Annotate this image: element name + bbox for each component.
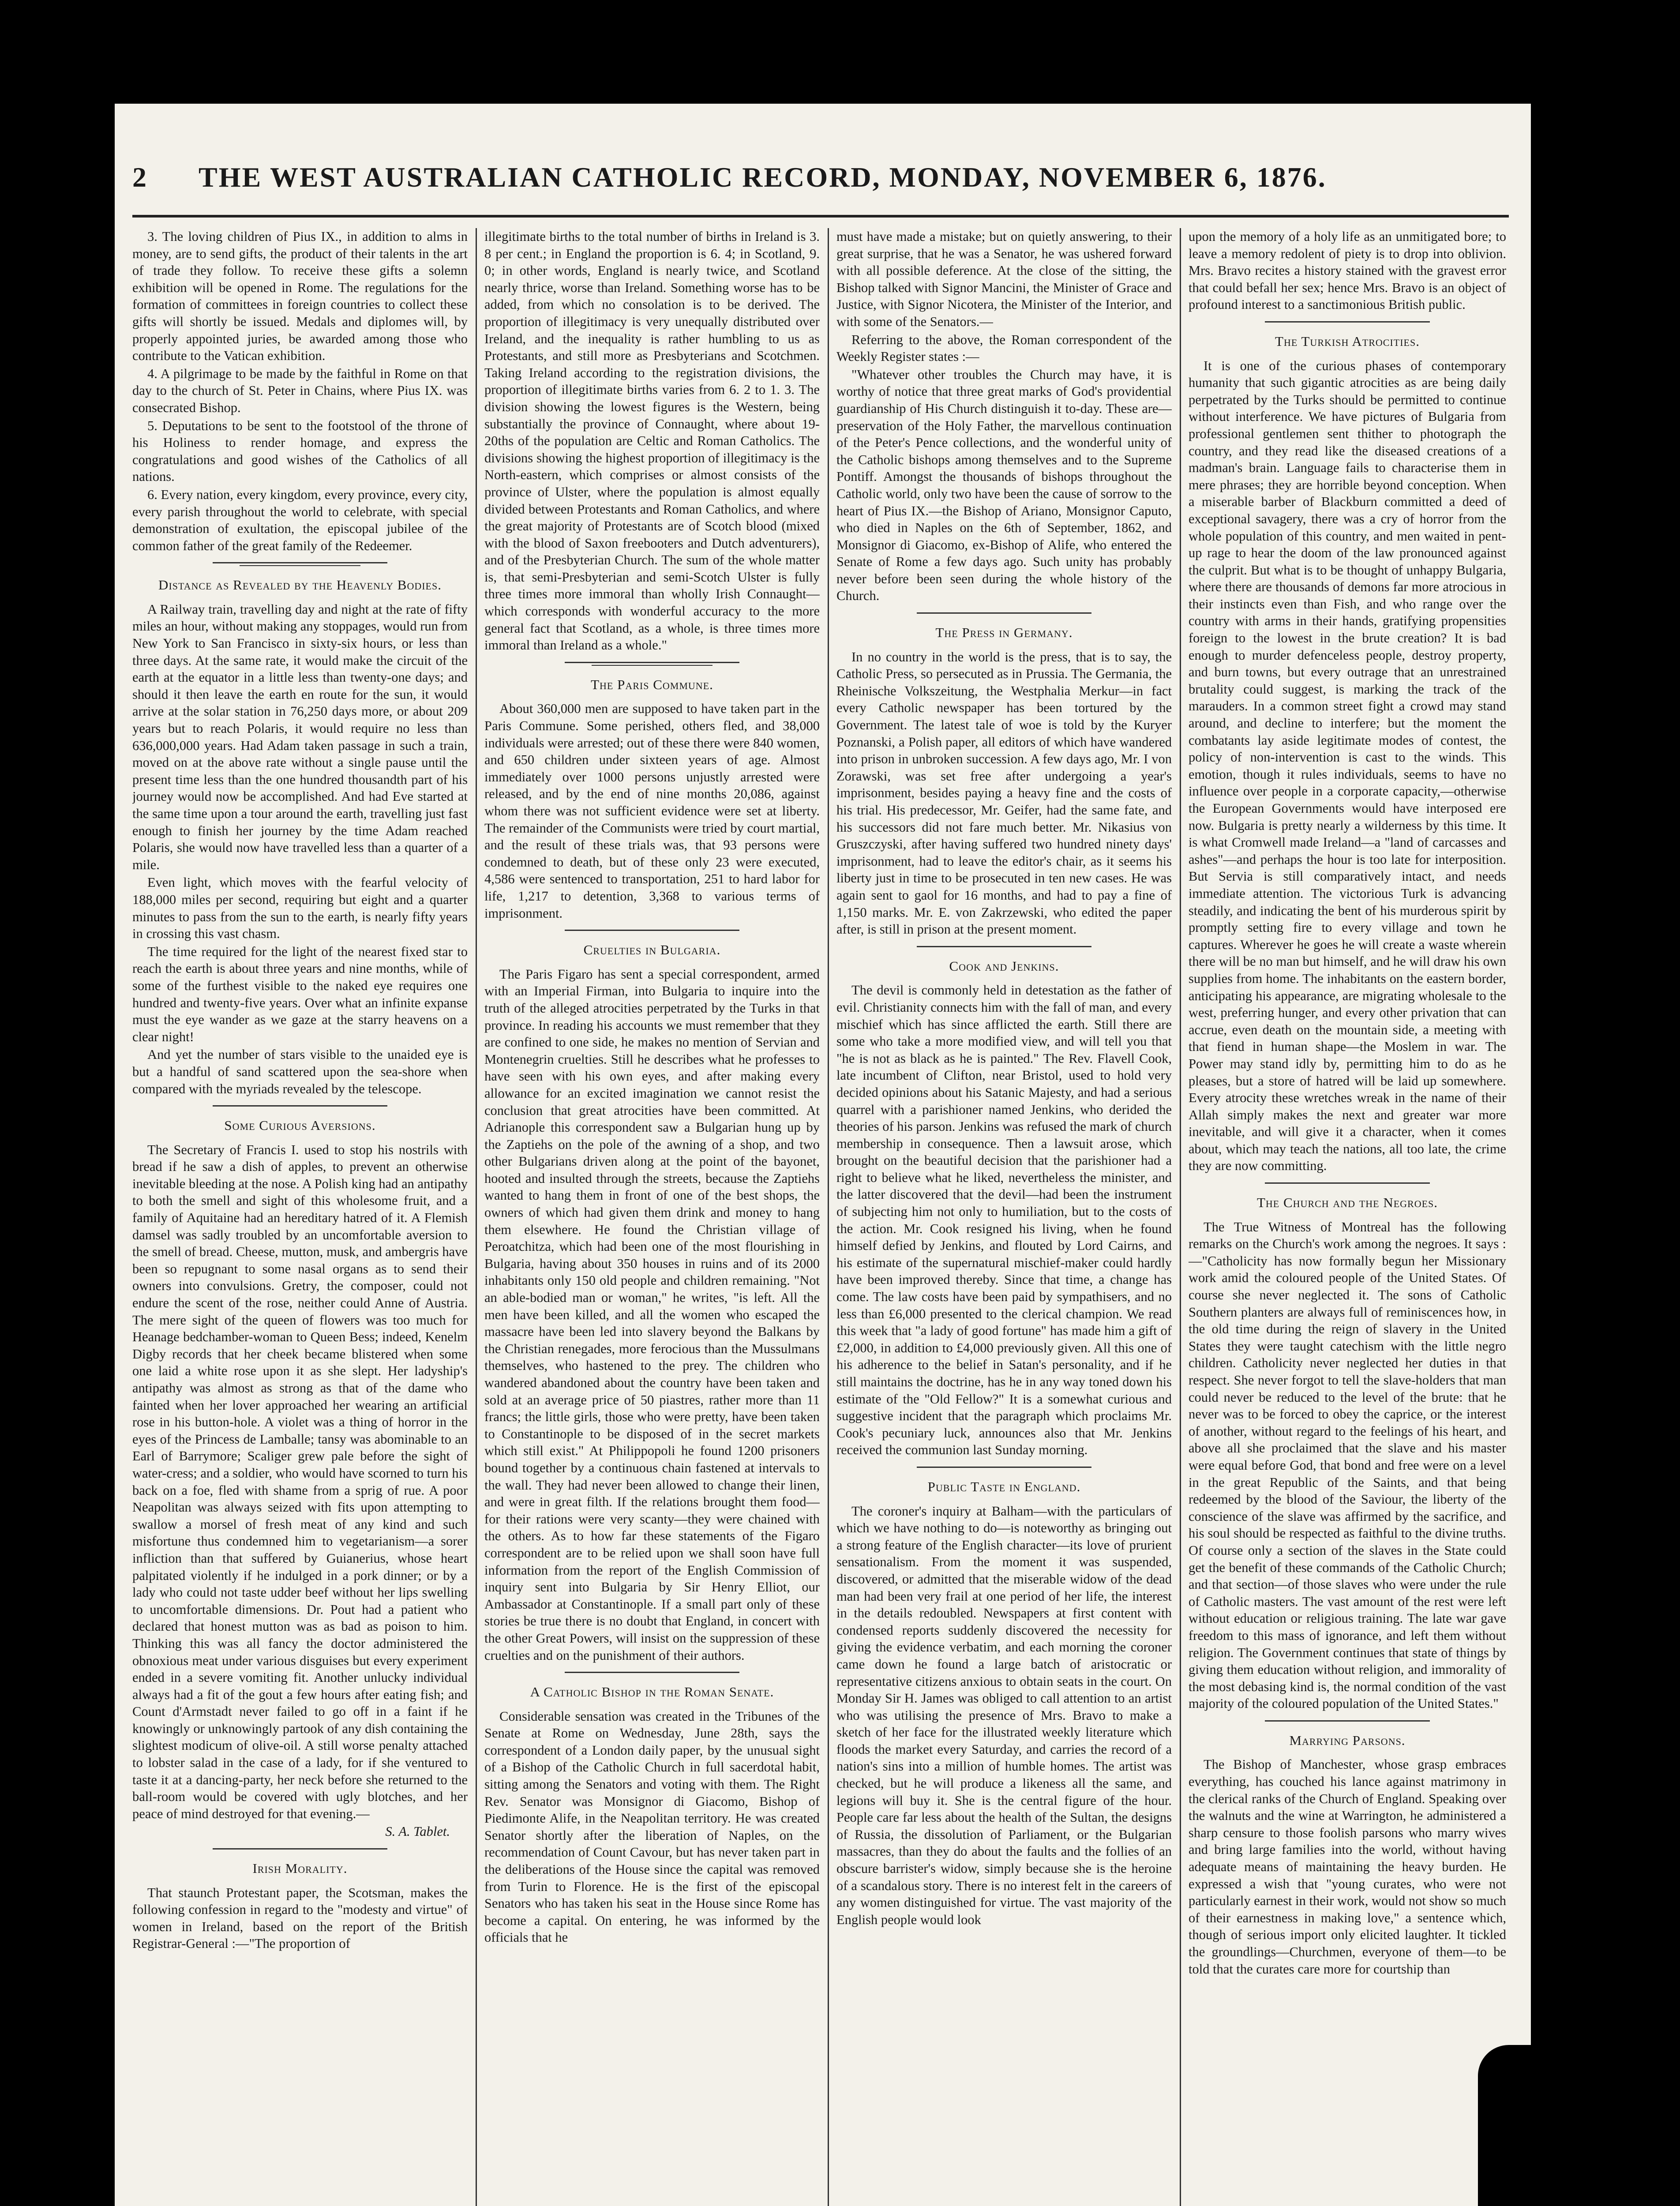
masthead-rule [132, 215, 1509, 218]
article-heading: Cruelties in Bulgaria. [583, 942, 721, 958]
column-3 [836, 228, 1172, 2206]
article-paragraph: The devil is commonly held in detestation as the father of evil. Christianity connects him with the fall of man, and every mischief which has since afflicted the earth. Still there are some who take a more modified view, and will tell you that "he is not as black as he is painted." The Rev. Flavell Cook, late incumbent of Clifton, near Bristol, used to hold very decided opinions about his Satanic Majesty, and had a serious quarrel with a parishioner named Jenkins, who derided the theories of his parson. Jenkins was refused the mark of church membership in consequence. Then a lawsuit arose, which brought on the beautiful decision that the parishioner had a right to believe what he liked, nevertheless the minister, and the latter discovered that the devil—had been the instrument of subjecting him not only to humiliation, but to the costs of the action. Mr. Cook resigned his living, when he found himself defied by Jenkins, and flouted by Lord Cairns, and his estimate of the supernatural mischief-maker could hardly have been improved thereby. Since that time, a change has come. The law costs have been paid by sympathisers, and no less than £6,000 presented to the clerical champion. We read this week that "a lady of good fortune" has made him a gift of £2,000, in addition to £4,000 previously given. All this one of his adherence to the belief in Satan's personality, and if he still maintains the doctrine, has he in any way toned down his estimate of the "Old Fellow?" It is a somewhat curious and suggestive incident that the paragraph which proclaims Mr. Cook's pecuniary luck, announces also that Mr. Jenkins received the communion last Sunday morning. [836, 983, 1172, 1458]
divider [917, 1467, 1091, 1468]
masthead [132, 161, 1509, 210]
torn-edge [1478, 2045, 1531, 2206]
article-paragraph: The Bishop of Manchester, whose grasp embraces everything, has couched his lance against matrimony in the clerical ranks of the Church of England. Speaking over the walnuts and the wine at Warrington, he administered a sharp censure to those foolish parsons who marry wives and bring large families into the world, without having adequate means of maintaining the heavy burden. He expressed a wish that "young curates, who were not particularly earnest in their work, would not show so much of their earnestness in making love," a sentence which, though of serious import only elicited laughter. It tickled the groundlings—Churchmen, everyone of them—to be told that the curates care more for courtship than [1189, 1757, 1506, 1977]
article-paragraph: And yet the number of stars visible to the unaided eye is but a handful of sand scattered upon the sea-shore when compared with the myriads revealed by the telescope. [132, 1047, 468, 1096]
divider [1265, 321, 1430, 323]
article-heading: Irish Morality. [252, 1861, 348, 1876]
article-paragraph: upon the memory of a holy life as an unmitigated bore; to leave a memory redolent of piety is to drop into oblivion. Mrs. Bravo recites a history stained with the gravest error that could befall her sex; hence Mrs. Bravo is an object of profound interest to a sanctimonious British public. [1189, 229, 1506, 312]
divider [240, 565, 360, 566]
article-paragraph: Considerable sensation was created in the Tribunes of the Senate at Rome on Wednesday, June 28th, says the correspondent of a London daily paper, by the unusual sight of a Bishop of the Catholic Church in full sacerdotal habit, sitting among the Senators and voting with them. The Right Rev. Senator was Monsignor di Giacomo, Bishop of Piedimonte Alife, in the Neapolitan territory. He was created Senator shortly after the liberation of Naples, on the recommendation of Count Cavour, but has never taken part in the deliberations of the House since the capital was removed from Turin to Florence. He is the first of the episcopal Senators who has taken his seat in the House since Rome has become a capital. On entering, he was informed by the officials that he [484, 1708, 820, 1945]
divider [917, 946, 1091, 947]
article-paragraph: That staunch Protestant paper, the Scotsman, makes the following confession in regard to the "modesty and virtue" of women in Ireland, based on the report of the British Registrar-General :—"The proportion of [132, 1885, 468, 1951]
newspaper-title: THE WEST AUSTRALIAN CATHOLIC RECORD, MONDAY, NOVEMBER 6, 1876. [199, 161, 1327, 193]
column-4 [1189, 228, 1506, 2206]
article-paragraph: In no country in the world is the press, that is to say, the Catholic Press, so persecuted as in Prussia. The Germania, the Rheinische Volkszeitung, the Westphalia Merkur—in fact every Catholic newspaper has been tortured by the Government. The latest tale of woe is told by the Kuryer Poznanski, a Polish paper, all editors of which have wandered into prison in unbroken succession. A few days ago, Mr. I von Zorawski, was set free after undergoing a year's imprisonment, besides paying a heavy fine and the costs of his trial. His predecessor, Mr. Geifer, had the same fate, and his successors did not fare much better. Mr. Nikasius von Gruszczyski, after having suffered two hundred ninety days' imprisonment, had to leave the editor's chair, as it seems his liberty just in time to be prosecuted in ten new cases. He was again sent to gaol for 16 months, and had to pay a fine of 1,150 marks. Mr. E. von Zakrzewski, who edited the paper after, is still in prison at the present moment. [836, 649, 1172, 937]
article-paragraph: A Railway train, travelling day and night at the rate of fifty miles an hour, without making any stoppages, would run from New York to San Francisco in sixty-six hours, or less than three days. At the same rate, it would make the circuit of the earth at the equator in a little less than twenty-one days; and should it then leave the earth en route for the sun, it would arrive at the solar station in 76,250 days more, or about 209 years but to reach Polaris, it would require no less than 636,000,000 years. Had Adam taken passage in such a train, moved on at the above rate without a single pause until the present time less than the one hundred thousandth part of his journey would now be accomplished. And had Eve started at the same time upon a tour around the earth, travelling just fast enough to finish her journey by the time Adam reached Polaris, she would now have travelled less than a quarter of a mile. [132, 601, 468, 872]
article-paragraph: Even light, which moves with the fearful velocity of 188,000 miles per second, requiring but eight and a quarter minutes to pass from the sun to the earth, is nearly fifty years in crossing this vast chasm. [132, 875, 468, 942]
divider [565, 662, 739, 663]
divider [213, 1105, 387, 1107]
article-paragraph: The True Witness of Montreal has the following remarks on the Church's work among the negroes. It says :—"Catholicity has now formally begun her Missionary work amid the coloured people of the United States. Of course she never neglected it. The sons of Catholic Southern planters are always full of reminiscences how, in the old time during the reign of slavery in the United States they were taught catechism with the little negro children. Catholicity never neglected her duties in that respect. She never forgot to tell the slave-holders that man could never be reduced to the level of the brute: that he never was to be forced to obey the caprice, or the interest of another, without regard to the feelings of his heart, and above all she proclaimed that the slave and his master were equal before God, that bond and free were on a level in the great Republic of the Saints, and that being redeemed by the blood of the Saviour, the liberty of the conscience of the slave was affirmed by the sacrifice, and his soul should be respected as faithful to the divine truths. Of course only a section of the slaves in the State could get the benefit of these commands of the Catholic Church; and that section—of those slaves who were under the rule of Catholic masters. The vast amount of the rest were left without education or religious training. The late war gave freedom to this mass of ignorance, and left them without religion. The Government continues that state of things by giving them education without religion, and immorality of the most debasing kind is, the normal condition of the vast majority of the coloured population of the United States." [1189, 1219, 1506, 1711]
newspaper-page [115, 104, 1531, 2206]
article-paragraph: The Secretary of Francis I. used to stop his nostrils with bread if he saw a dish of apples, to prevent an otherwise inevitable bleeding at the nose. A Polish king had an antipathy to both the smell and sight of this wholesome fruit, and a family of Aquitaine had an hereditary hatred of it. A Flemish damsel was sadly troubled by an uncomfortable aversion to the smell of bread. Cheese, mutton, musk, and ambergris have been so repugnant to some nasal organs as to send their owners into convulsions. Gretry, the composer, could not endure the scent of the rose, neither could Anne of Austria. The mere sight of the queen of flowers was too much for Heanage bedchamber-woman to Queen Bess; indeed, Kenelm Digby records that her cheek became blistered when some one laid a white rose upon it as she slept. Her ladyship's antipathy was almost as strong as that of the dame who fainted when her lover approached her wearing an artificial rose in his button-hole. A violet was a thing of horror in the eyes of the Princess de Lamballe; tansy was abominable to an Earl of Barrymore; Scaliger grew pale before the sight of water-cress; and a soldier, who would have scorned to turn his back on a foe, fled with shame from a sprig of rue. A poor Neapolitan was always seized with fits upon attempting to swallow a morsel of fresh meat of any kind and such misfortune thus condemned him to vegetarianism—a sorer infliction than that suffered by Guianerius, whose heart palpitated violently if he indulged in a pork dinner; or by a lady who could not taste udder beef without her lips swelling to uncomfortable dimensions. Dr. Pout had a patient who declared that honest mutton was as bad as poison to him. Thinking this was all fancy the doctor administered the obnoxious meat under various disguises but every experiment ended in a severe vomiting fit. Another unlucky individual always had a fit of the gout a few hours after eating fish; and Count d'Armstadt never failed to go off in a faint if he knowingly or unknowingly partook of any dish containing the slightest modicum of olive-oil. A still worse penalty attached to lobster salad in the case of a lady, for if she ventured to taste it at a dancing-party, her neck before she returned to the ball-room would be covered with ugly blotches, and her peace of mind destroyed for that evening.— [132, 1142, 468, 1821]
column-rule [828, 228, 829, 2206]
divider [592, 665, 712, 666]
divider [213, 1848, 387, 1850]
column-1 [132, 228, 468, 2206]
column-rule [1180, 228, 1181, 2206]
list-item: 5. Deputations to be sent to the footstool of the throne of his Holiness to render homage, and express the congratulations and good wishes of the Catholics of all nations. [132, 418, 468, 484]
source-credit: S. A. Tablet. [385, 1824, 450, 1839]
article-heading: Cook and Jenkins. [949, 958, 1059, 974]
article-heading: Public Taste in England. [927, 1478, 1081, 1494]
article-heading: The Press in Germany. [935, 625, 1073, 641]
article-heading: The Paris Commune. [591, 676, 713, 692]
article-paragraph: The coroner's inquiry at Balham—with the particulars of which we have nothing to do—is noteworthy as bringing out a strong feature of the English character—its love of prurient sensationalism. From the moment it was suspended, discovered, or admitted that the miserable widow of the dead man had been very frail at one period of her life, the interest in the details redoubled. Newspapers at first content with condensed reports suddenly discovered the necessity for giving the evidence verbatim, and each morning the coroner came down he found a large batch of aristocratic or representative citizens anxious to obtain seats in the court. On Monday Sir H. James was obliged to call attention to an artist who was utilising the presence of Mrs. Bravo to make a sketch of her face for the illustrated weekly literature which floods the market every Saturday, and carries the record of a nation's sins into a million of humble homes. The artist was checked, but he will produce a likeness all the same, and legions will buy it. She is the central figure of the hour. People care far less about the health of the Sultan, the designs of Russia, the dissolution of Parliament, or the Bulgarian massacres, than they do about the faults and the follies of an obscure barrister's widow, simply because she is the heroine of a scandalous story. There is no interest felt in the careers of any women distinguished for virtue. The vast majority of the English people would look [836, 1503, 1172, 1927]
divider [565, 930, 739, 931]
article-quote: "Whatever other troubles the Church may have, it is worthy of notice that three great marks of God's providential guardianship of His Church distinguish it to-day. These are—preservation of the Holy Father, the marvellous continuation of the Peter's Pence collections, and the wonderful unity of the Catholic bishops among themselves and to the Supreme Pontiff. Amongst the thousands of bishops throughout the Catholic world, only two have been the cause of sorrow to the heart of Pius IX.—the Bishop of Ariano, Monsignor Caputo, who died in Naples on the 6th of September, 1862, and Monsignor di Giacomo, ex-Bishop of Alife, who entered the Senate of Rome a few days ago. Such unity has probably never before been seen during the whole history of the Church. [836, 367, 1172, 604]
article-paragraph: It is one of the curious phases of contemporary humanity that such gigantic atrocities as are being daily perpetrated by the Turks should be permitted to continue without interference. We have pictures of Bulgaria from professional gentlemen sent thither to photograph the country, and they read like the diseased creations of a madman's brain. Language fails to characterise them in mere phrases; they are horrible beyond conception. When a miserable barber of Blackburn committed a deed of exceptional savagery, there was a cry of horror from the whole population of this country, and men waited in pent-up rage to hear the doom of the law pronounced against the culprit. But what is to be thought of unhappy Bulgaria, where there are thousands of demons far more atrocious in their instincts even than Fish, and who range over the country with arms in their hands, gratifying propensities foreign to the lowest in the brute creation? It is bad enough to murder defenceless people, destroy property, and burn towns, but every outrage that an unrestrained brutality could suggest, is marking the track of the marauders. In a common street fight a crowd may stand around, and decline to interfere; but the moment the combatants lay aside legitimate modes of contest, the policy of non-intervention is cast to the winds. This emotion, though it rules individuals, seems to have no influence over people in a corporate capacity,—otherwise the European Governments would have interposed ere now. Bulgaria is pretty nearly a wilderness by this time. It is what Cromwell made Ireland—a "land of carcasses and ashes"—and perhaps the hour is too late for interposition. But Servia is still comparatively intact, and needs immediate attention. The victorious Turk is advancing steadily, and indicating the bent of his murderous spirit by promptly setting fire to every village and town he captures. Wherever he goes he will create a waste wherein there will be no man but himself, and he will draw his own supplies from home. The inhabitants on the eastern border, anticipating his appearance, are migrating wholesale to the west, preferring hunger, and every other privation that can accrue, even death on the mountain side, a meeting with that fiend in human shape—the Moslem in war. The Power may stand idly by, permitting him to do as he pleases, but a store of hatred will be laid up somewhere. Every atrocity these wretches wreak in the name of their Allah simply makes the next and greater war more inevitable, and will give it a character, when it comes about, which may teach the nations, all too late, the crime they are now committing. [1189, 358, 1506, 1174]
column-rule [476, 228, 477, 2206]
divider [1265, 1182, 1430, 1184]
article-paragraph: About 360,000 men are supposed to have taken part in the Paris Commune. Some perished, others fled, and 38,000 individuals were arrested; out of these there were 840 women, and 650 children under sixteen years of age. Almost immediately over 1000 persons unjustly arrested were released, and by the end of nine months 20,086, against whom there was not sufficient evidence were set at liberty. The remainder of the Communists were tried by court martial, and the result of these trials was, that 93 persons were condemned to death, but of these only 23 were executed, 4,586 were sentenced to transportation, 251 to hard labor for life, 1,217 to detention, 3,368 to various terms of imprisonment. [484, 701, 820, 921]
article-heading: Marrying Parsons. [1289, 1732, 1406, 1748]
list-item: 6. Every nation, every kingdom, every province, every city, every parish throughout the world to celebrate, with special demonstration of exultation, the episcopal jubilee of the common father of the great family of the Redeemer. [132, 487, 468, 553]
page-number: 2 [132, 161, 148, 193]
divider [1265, 1720, 1430, 1722]
article-paragraph: must have made a mistake; but on quietly answering, to their great surprise, that he was a Senator, he was ushered forward with all possible deference. At the close of the sitting, the Bishop talked with Signor Mancini, the Minister of Grace and Justice, with Signor Nicotera, the Minister of the Interior, and with some of the Senators.— [836, 229, 1172, 329]
article-heading: The Turkish Atrocities. [1275, 333, 1420, 349]
list-item: 4. A pilgrimage to be made by the faithful in Rome on that day to the church of St. Peter in Chains, where Pius IX. was consecrated Bishop. [132, 366, 468, 415]
article-heading: A Catholic Bishop in the Roman Senate. [530, 1684, 774, 1700]
divider [213, 562, 387, 563]
article-heading: The Church and the Negroes. [1256, 1195, 1438, 1211]
divider [917, 612, 1091, 614]
article-paragraph: Referring to the above, the Roman correspondent of the Weekly Register states :— [836, 332, 1172, 364]
list-item: 3. The loving children of Pius IX., in addition to alms in money, are to send gifts, the product of their talents in the art of trade they follow. To receive these gifts a solemn exhibition will be opened in Rome. The regulations for the formation of committees in foreign countries to collect these gifts will shortly be issued. Medals and diplomes will, by properly appointed juries, be awarded among those who contribute to the Vatican exhibition. [132, 229, 468, 364]
article-paragraph: The time required for the light of the nearest fixed star to reach the earth is about three years and nine months, while of some of the furthest visible to the naked eye requires one hundred and twenty-five years. Over what an infinite expanse must the eye wander as we gaze at the starry heavens on a clear night! [132, 944, 468, 1044]
column-2 [484, 228, 820, 2206]
article-heading: Distance as Revealed by the Heavenly Bodies. [158, 577, 442, 593]
article-paragraph: illegitimate births to the total number of births in Ireland is 3. 8 per cent.; in England the proportion is 6. 4; in Scotland, 9. 0; in other words, England is nearly twice, and Scotland nearly thrice, worse than Ireland. Something worse has to be added, from which no consolation is to be derived. The proportion of illegitimacy is very unequally distributed over Ireland, and the inequality is rather humbling to us as Protestants, and still more as Presbyterians and Scotchmen. Taking Ireland according to the registration divisions, the proportion of illegitimate births varies from 6. 2 to 1. 3. The division showing the lowest figures is the Western, being substantially the province of Connaught, where about 19-20ths of the population are Celtic and Roman Catholics. The divisions showing the highest proportion of illegitimacy is the North-eastern, which comprises or almost consists of the province of Ulster, where the population is almost equally divided between Protestants and Roman Catholics, and where the great majority of Protestants are of Scotch blood (mixed with the blood of Saxon freebooters and Dutch adventurers), and of the Presbyterian Church. The sum of the whole matter is, that semi-Presbyterian and semi-Scotch Ulster is fully three times more immoral than wholly Irish Connaught—which corresponds with wonderful accuracy to the more general fact that Scotland, as a whole, is three times more immoral than Ireland as a whole." [484, 229, 820, 653]
divider [565, 1672, 739, 1673]
article-paragraph: The Paris Figaro has sent a special correspondent, armed with an Imperial Firman, into Bulgaria to inquire into the truth of the alleged atrocities perpetrated by the Turks in that province. In reading his accounts we must remember that they are confined to one side, he makes no mention of Servian and Montenegrin cruelties. Still he describes what he professes to have seen with his own eyes, and after making every allowance for an excited imagination we cannot resist the conclusion that great atrocities have been committed. At Adrianople this correspondent saw a Bulgarian hung up by the Zaptiehs on the pole of the awning of a shop, and two other Bulgarians driven along at the point of the bayonet, hooted and insulted through the streets, because the Zaptiehs wanted to hang them in front of one of the best shops, the owners of which had given them drink and money to hang them elsewhere. He found the Christian village of Peroatchitza, which had been one of the most flourishing in Bulgaria, having about 350 houses in ruins and of its 2000 inhabitants only 150 old people and children remaining. "Not an able-bodied man or woman," he writes, "is left. All the men have been killed, and all the women who escaped the massacre have been led into slavery beyond the Balkans by the Christian renegades, more ferocious than the Mussulmans themselves, who hastened to the prey. The children who wandered abandoned about the country have been taken and sold at an average price of 50 piastres, rather more than 11 francs; the little girls, those who were pretty, have been taken to Constantinople to be disposed of in the secret markets which still exist." At Philippopoli he found 1200 prisoners bound together by a continuous chain fastened at intervals to the wall. They had never been allowed to change their linen, and were in great filth. If the relations brought them food—for their rations were very scanty—they were chained with the others. As to how far these statements of the Figaro correspondent are to be relied upon we shall soon have full information from the report of the English Commission of inquiry sent into Bulgaria by Sir Henry Elliot, our Ambassador at Constantinople. If a small part only of these stories be true there is no doubt that England, in concert with the other Great Powers, will insist on the suppression of these cruelties and on the punishment of their authors. [484, 966, 820, 1663]
article-heading: Some Curious Aversions. [224, 1118, 376, 1133]
